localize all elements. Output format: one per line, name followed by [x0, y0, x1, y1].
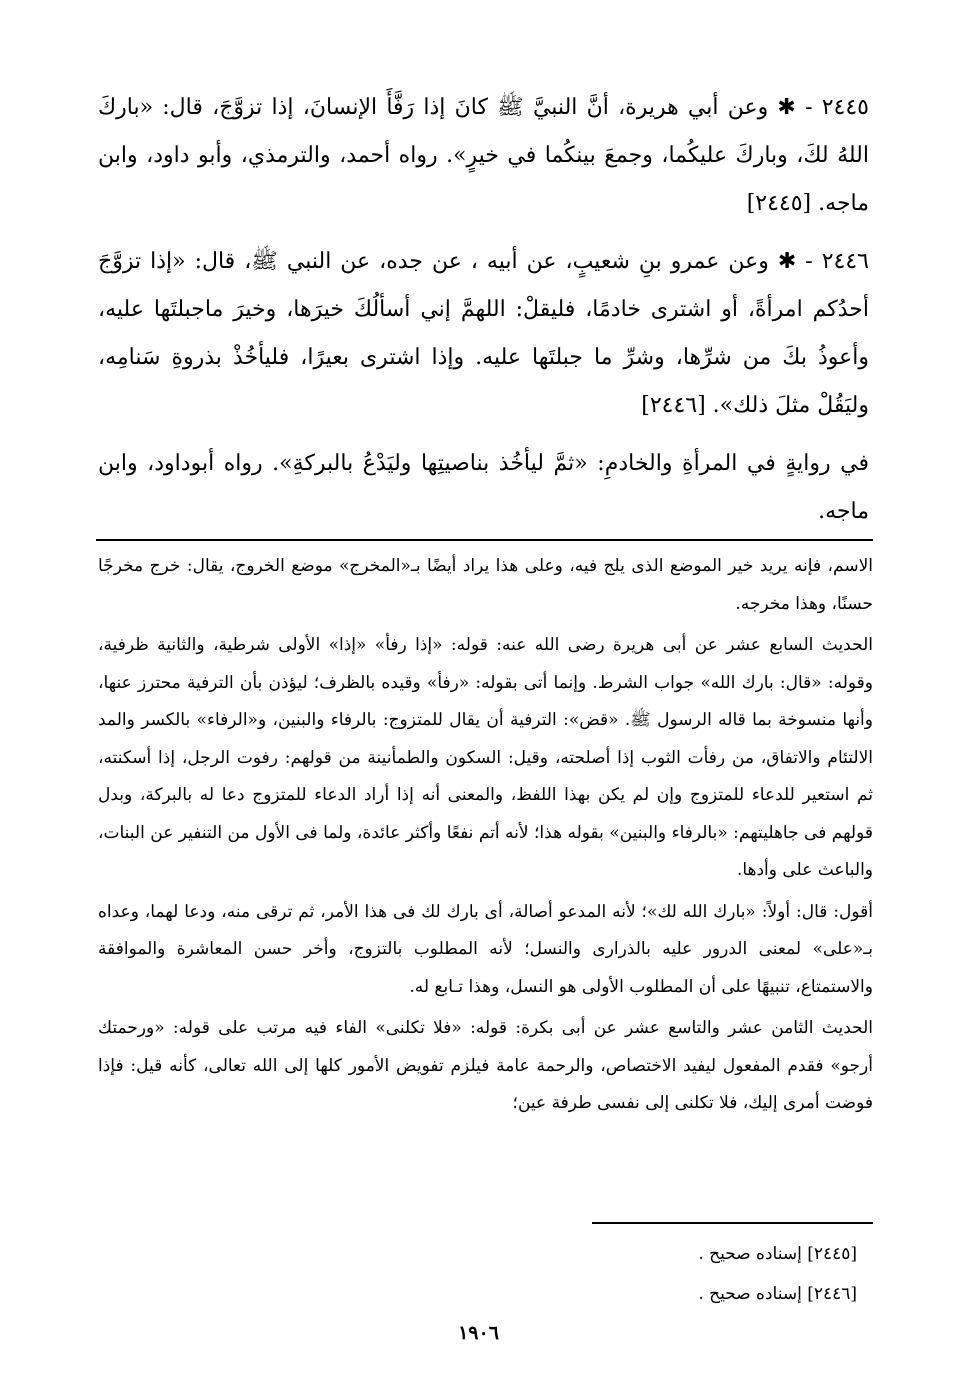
- footnote-divider: [592, 1222, 873, 1224]
- hadith-2446: ٢٤٤٦ - ✱ وعن عمرو بنِ شعيبٍ، عن أبيه ، عن جده، عن النبي ﷺ، قال: «إذا تزوَّجَ أحدُكم امرأةً، أو اشترى خادمًا، فليقلْ: اللهمَّ إني أسألُكَ خيرَها، وخيرَ ماجبلتَها عليه، وأعوذُ بكَ من شرِّها، وشرِّ ما جبلتَها عليه. وإذا اشترى بعيرًا، فليأخُذْ بذروةِ سَنامِه، وليَقُلْ مثلَ ذلك». [٢٤٤٦]: [98, 249, 869, 418]
- footnote-2446: [٢٤٤٦] إسناده صحيح .: [698, 1284, 857, 1304]
- commentary-paragraph: أقول: قال: أولاً: «بارك الله لك»؛ لأنه المدعو أصالة، أى بارك لك فى هذا الأمر، ثم ترقى منه، ودعا لهما، وعداه بـ«على» لمعنى الدرور عليه بالذرارى والنسل؛ لأنه المطلوب بالتزوج، وأخر حسن المعاشرة والموافقة والاستمتاع، تنبيهًا على أن المطلوب الأولى هو النسل، وهذا تـابع له.: [98, 901, 873, 997]
- page-number: ١٩٠٦: [458, 1322, 499, 1344]
- footnotes: [357, 1234, 857, 1314]
- hadith-section: [98, 84, 869, 546]
- commentary-section: [98, 548, 873, 1127]
- section-divider: [96, 539, 873, 541]
- commentary-paragraph: الحديث السابع عشر عن أبى هريرة رضى الله عنه: قوله: «إذا رفأ» «إذا» الأولى شرطية، والثانية ظرفية، وقوله: «قال: بارك الله» جواب الشرط. وإنما أتى بقوله: «رفأ» وقيده بالظرف؛ ليؤذن بأن الترفية محترز عنها، وأنها منسوخة بما قاله الرسول ﷺ. «قض»: الترفية أن يقال للمتزوج: بالرفاء والبنين، و«الرفاء» بالكسر والمد الالتئام والاتفاق، من رفأت الثوب إذا أصلحته، وقيل: السكون والطمأنينة من قولهم: رفوت الرجل، إذا أسكنته، ثم استعير للدعاء للمتزوج وإن لم يكن بهذا اللفظ، والمعنى أنه إذا أراد الدعاء للمتزوج دعا له بالبركة، وبدل قولهم فى جاهليتهم: «بالرفاء والبنين» بقوله هذا؛ لأنه أتم نفعًا وأكثر عائدة، ولما فى الأول من التنفير عن البنات، والباعث على وأدها.: [98, 635, 873, 880]
- footnote-2445: [٢٤٤٥] إسناده صحيح .: [698, 1244, 857, 1264]
- hadith-2446-variant: في روايةٍ في المرأةِ والخادمِ: «ثمَّ ليأخُذ بناصيتِها وليَدْعُ بالبركةِ». رواه أبوداود، وابن ماجه.: [98, 451, 869, 524]
- commentary-paragraph: الاسم، فإنه يريد خير الموضع الذى يلج فيه، وعلى هذا يراد أيضًا بـ«المخرج» موضع الخروج، يقال: خرج مخرجًا حسنًا، وهذا مخرجه.: [98, 556, 873, 614]
- commentary-paragraph: الحديث الثامن عشر والتاسع عشر عن أبى بكرة: قوله: «فلا تكلنى» الفاء فيه مرتب على قوله: «ورحمتك أرجو» فقدم المفعول ليفيد الاختصاص، والرحمة عامة فيلزم تفويض الأمور كلها إلى الله تعالى، كأنه قيل: فإذا فوضت أمرى إليك، فلا تكلنى إلى نفسى طرفة عين؛: [98, 1018, 873, 1113]
- hadith-2445: ٢٤٤٥ - ✱ وعن أبي هريرة، أنَّ النبيَّ ﷺ كانَ إذا رَفَّأَ الإنسانَ، إذا تزوَّجَ، قال: «باركَ اللهُ لكَ، وباركَ عليكُما، وجمعَ بينكُما في خيرٍ». رواه أحمد، والترمذي، وأبو داود، وابن ماجه. [٢٤٤٥]: [98, 95, 869, 216]
